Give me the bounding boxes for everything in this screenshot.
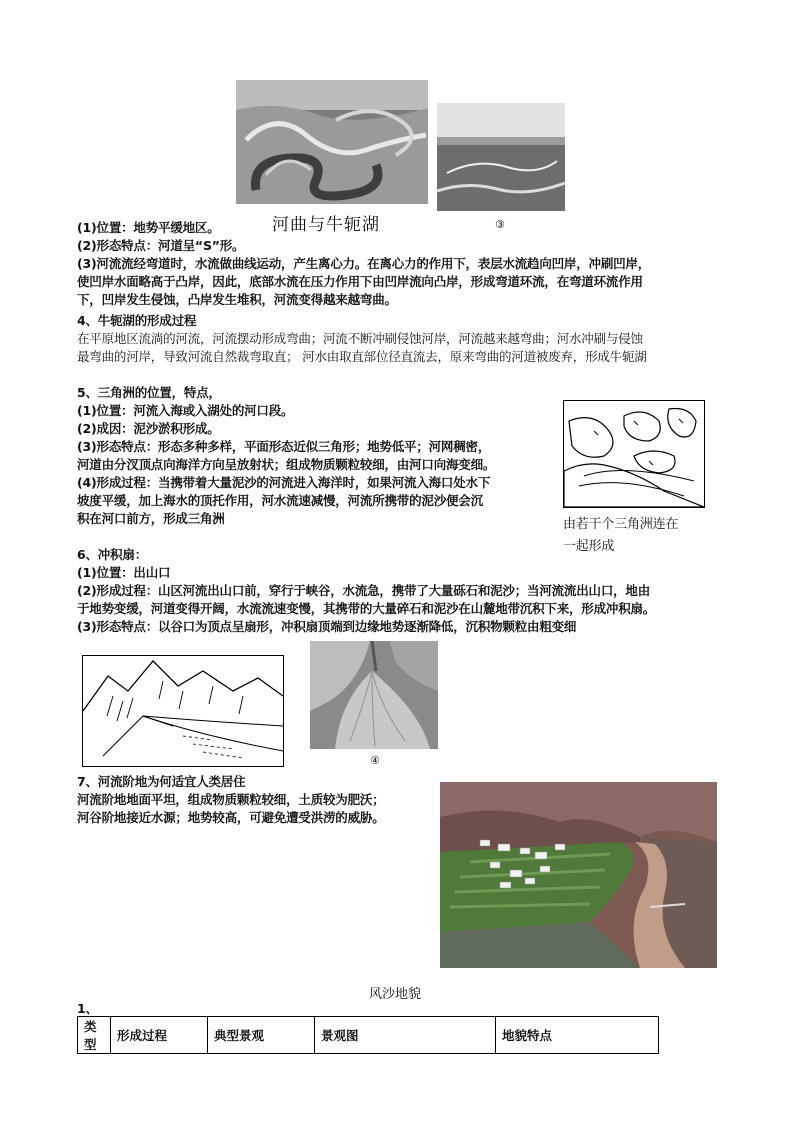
- oxbow-heading: 4、牛轭湖的形成过程: [77, 313, 197, 328]
- fan-sketch: [82, 655, 284, 767]
- text-line: (3)形态特点：形态多种多样，平面形态近似三角形；地势低平；河网稠密，: [77, 439, 491, 454]
- text-line: 河谷阶地接近水源；地势较高，可避免遭受洪涝的威胁。: [77, 810, 385, 825]
- text-line: (3)河流流经弯道时，水流做曲线运动，产生离心力。在离心力的作用下，表层水流趋向凹岸，冲刷凹岸，: [77, 256, 651, 271]
- wind-landform-title: 风沙地貌: [369, 987, 422, 1002]
- oxbow-section: [77, 312, 647, 366]
- text-line: 河道由分汊顶点向海洋方向呈放射状；组成物质颗粒较细，由河口向海变细。: [77, 457, 496, 472]
- text-line: (3)形态特点：以谷口为顶点呈扇形，冲积扇顶端到边缘地势逐渐降低，沉积物颗粒由粗变细: [77, 619, 577, 634]
- delta-sketch: [563, 400, 705, 508]
- text-line: (2)成因：泥沙淤积形成。: [77, 421, 220, 436]
- header-cell-typical-landscape: 典型景观: [208, 1017, 315, 1054]
- text-line: (1)位置：河流入海或入湖处的河口段。: [77, 403, 294, 418]
- header-cell-type: 类型: [78, 1017, 111, 1054]
- text-line: (2)形成过程：山区河流出山口前，穿行于峡谷，水流急，携带了大量砾石和泥沙；当河流流出山口，地由: [77, 583, 651, 598]
- fan-section: [77, 546, 655, 636]
- table: [77, 1016, 659, 1054]
- terrace-section: [77, 773, 385, 827]
- fan-aerial-photo: [310, 641, 438, 749]
- meander-grassland-photo: [437, 103, 565, 211]
- text-line: (2)形态特点：河道呈“S”形。: [77, 238, 245, 253]
- delta-heading: 5、三角洲的位置，特点，: [77, 385, 221, 400]
- caption-line: 一起形成: [563, 539, 615, 554]
- text-line: 下，凹岸发生侵蚀，凸岸发生堆积，河流变得越来越弯曲。: [77, 292, 397, 307]
- terrace-heading: 7、河流阶地为何适宜人类居住: [77, 774, 246, 789]
- text-line: 最弯曲的河岸，导致河流自然裁弯取直； 河水由取直部位径直流去，原来弯曲的河道被废弃，形成牛轭湖: [77, 349, 647, 364]
- fan-heading: 6、冲积扇：: [77, 547, 147, 562]
- table-header-row: [78, 1017, 659, 1054]
- header-cell-landscape-image: 景观图: [315, 1017, 496, 1054]
- text-line: (4)形成过程：当携带着大量泥沙的河流进入海洋时，如果河流入海口处水下: [77, 475, 491, 490]
- wind-landform-table: [77, 1016, 659, 1054]
- wind-section-number: 1、: [77, 1001, 98, 1016]
- header-cell-features: 地貌特点: [496, 1017, 659, 1054]
- text-line: (1)位置：地势平缓地区。: [77, 220, 220, 235]
- text-line: 坡度平缓，加上海水的顶托作用，河水流速减慢，河流所携带的泥沙便会沉: [77, 493, 483, 508]
- text-line: (1)位置：出山口: [77, 565, 171, 580]
- meander-caption: 河曲与牛轭湖: [272, 215, 380, 235]
- meander-aerial-photo: [236, 80, 428, 204]
- text-line: 于地势变缓，河道变得开阔，水流流速变慢，其携带的大量碎石和泥沙在山麓地带沉积下来，形成冲积扇。: [77, 601, 656, 616]
- delta-section: [77, 384, 495, 528]
- river-terrace-photo: [440, 782, 717, 968]
- text-line: 使凹岸水面略高于凸岸，因此，底部水流在压力作用下由凹岸流向凸岸，形成弯道环流，在弯道环流作用: [77, 274, 643, 289]
- photo-number-3: ③: [495, 218, 505, 231]
- meander-text-block: [77, 219, 650, 309]
- caption-line: 由若干个三角洲连在: [563, 517, 679, 532]
- text-line: 积在河口前方，形成三角洲: [77, 511, 225, 526]
- text-line: 河流阶地地面平坦，组成物质颗粒较细，土质较为肥沃；: [77, 792, 385, 807]
- text-line: 在平原地区流淌的河流，河流摆动形成弯曲；河流不断冲刷侵蚀河岸，河流越来越弯曲；河水冲刷与侵蚀: [77, 331, 643, 346]
- photo-number-4: ④: [370, 754, 380, 767]
- header-cell-formation: 形成过程: [111, 1017, 208, 1054]
